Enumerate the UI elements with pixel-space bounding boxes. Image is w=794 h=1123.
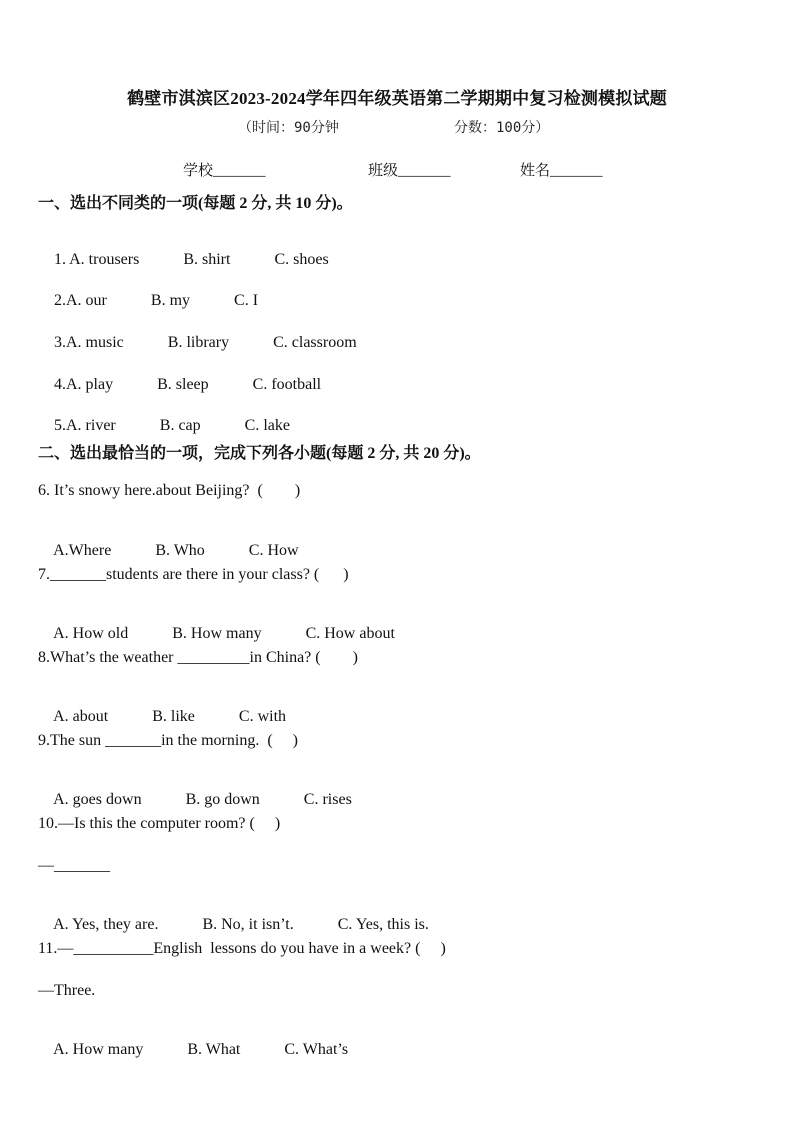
exam-time: （时间：90分钟 bbox=[238, 120, 339, 136]
school-field: 学校_______ bbox=[183, 163, 266, 179]
question-9-stem: 9.The sun _______in the morning. ( ) bbox=[38, 732, 298, 749]
question-7-stem: 7._______students are there in your class? ( ) bbox=[38, 566, 349, 583]
option-c: C. shoes bbox=[274, 251, 329, 268]
option-b: B. Who bbox=[155, 542, 205, 559]
option-a: A. How many bbox=[53, 1041, 144, 1058]
question-11-reply: —Three. bbox=[38, 982, 96, 999]
exam-score: 分数：100分） bbox=[454, 120, 550, 136]
option-a: 4.A. play bbox=[54, 376, 114, 393]
option-a: A. How old bbox=[53, 625, 129, 642]
option-b: B. cap bbox=[159, 417, 201, 434]
option-b: B. What bbox=[187, 1041, 241, 1058]
option-a: 3.A. music bbox=[54, 334, 124, 351]
question-11-options bbox=[38, 1023, 348, 1077]
option-c: C. I bbox=[234, 292, 259, 309]
option-b: B. How many bbox=[172, 625, 262, 642]
option-c: C. with bbox=[238, 708, 287, 725]
question-10-stem: 10.—Is this the computer room? ( ) bbox=[38, 815, 281, 832]
option-c: C. classroom bbox=[273, 334, 357, 351]
option-c: C. How bbox=[248, 542, 299, 559]
option-a: 5.A. river bbox=[54, 417, 116, 434]
question-6-stem: 6. It’s snowy here.about Beijing? ( ) bbox=[38, 482, 301, 499]
option-b: B. sleep bbox=[157, 376, 209, 393]
option-c: C. football bbox=[252, 376, 322, 393]
question-8-stem: 8.What’s the weather _________in China? ( ) bbox=[38, 649, 358, 666]
option-c: C. rises bbox=[303, 791, 352, 808]
option-c: C. lake bbox=[244, 417, 290, 434]
option-a: A. about bbox=[53, 708, 109, 725]
option-b: B. library bbox=[167, 334, 230, 351]
name-field: 姓名_______ bbox=[520, 163, 603, 179]
option-b: B. go down bbox=[185, 791, 260, 808]
option-b: B. shirt bbox=[183, 251, 231, 268]
question-10-reply: —_______ bbox=[38, 857, 110, 874]
option-b: B. No, it isn’t. bbox=[202, 916, 294, 933]
option-a: 2.A. our bbox=[54, 292, 107, 309]
option-c: C. How about bbox=[305, 625, 395, 642]
option-a: 1. A. trousers bbox=[54, 251, 140, 268]
option-c: C. Yes, this is. bbox=[337, 916, 429, 933]
option-b: B. like bbox=[152, 708, 195, 725]
option-a: A. goes down bbox=[53, 791, 142, 808]
section1-heading: 一、选出不同类的一项(每题 2 分, 共 10 分)。 bbox=[38, 195, 353, 212]
option-b: B. my bbox=[150, 292, 191, 309]
section2-heading: 二、选出最恰当的一项，完成下列各小题(每题 2 分, 共 20 分)。 bbox=[38, 445, 481, 462]
question-11-stem: 11.—__________English lessons do you have in a week? ( ) bbox=[38, 940, 446, 957]
option-a: A. Yes, they are. bbox=[53, 916, 159, 933]
class-field: 班级_______ bbox=[368, 163, 451, 179]
option-c: C. What’s bbox=[284, 1041, 349, 1058]
page-title: 鹤壁市淇滨区2023-2024学年四年级英语第二学期期中复习检测模拟试题 bbox=[127, 89, 667, 108]
option-a: A.Where bbox=[53, 542, 112, 559]
